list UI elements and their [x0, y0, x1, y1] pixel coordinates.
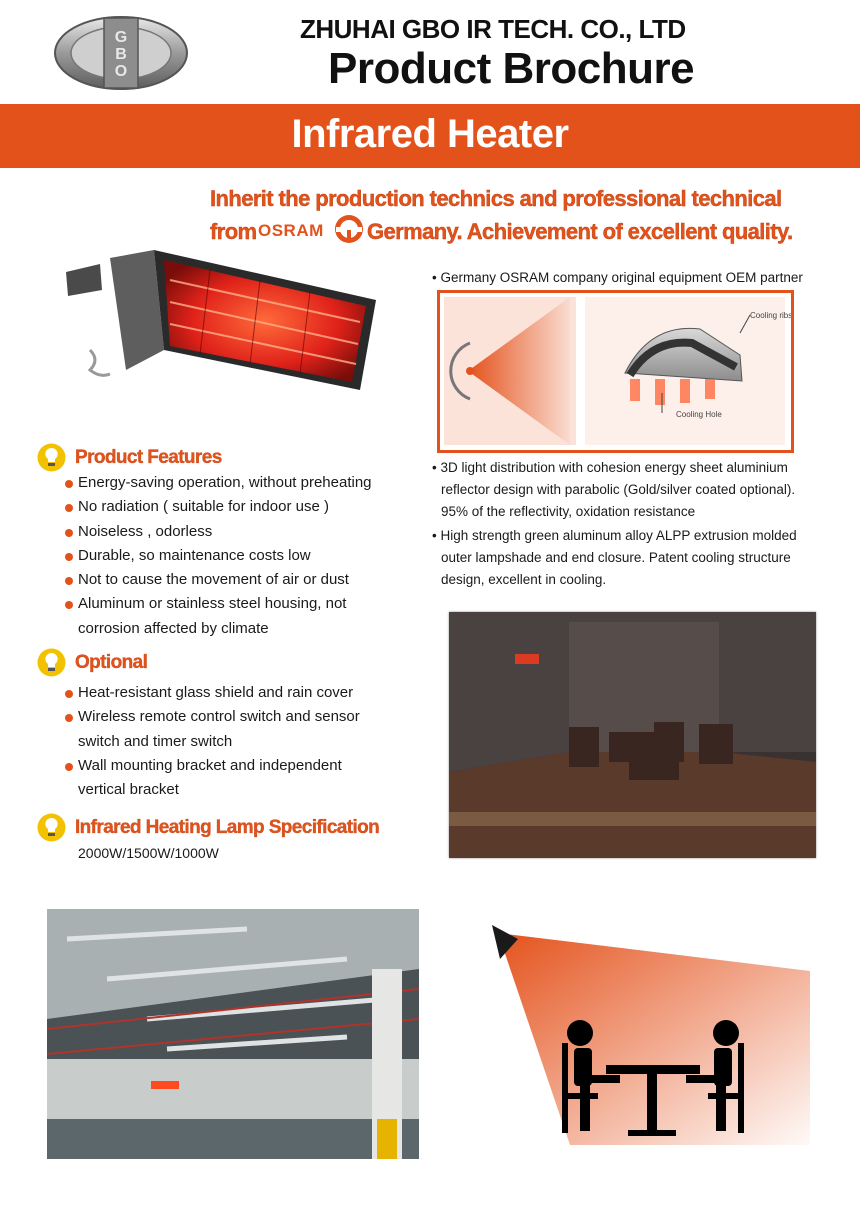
tagline-line2: Germany. Achievement of excellent quality. [367, 219, 793, 244]
lightbulb-icon [37, 813, 66, 842]
list-item-continuation: switch and timer switch [78, 732, 233, 750]
bullet-dot [65, 690, 73, 698]
list-item: Wall mounting bracket and independent [64, 754, 404, 778]
svg-text:G: G [114, 29, 128, 46]
reflector-diagram-graphic [440, 293, 791, 450]
features-list [64, 471, 404, 641]
spec-heading [37, 813, 379, 842]
oem-partner-text: • Germany OSRAM company original equipment OEM partner [432, 270, 803, 285]
bullet-dot [65, 763, 73, 771]
spec-title: Infrared Heating Lamp Specification [75, 816, 380, 838]
features-title: Product Features [75, 446, 222, 468]
light-distribution-diagram [437, 290, 794, 453]
osram-logo-icon [334, 214, 364, 244]
list-item: Noiseless , odorless [64, 520, 404, 544]
room-installation-photo [449, 612, 816, 858]
bullet-dot [65, 714, 73, 722]
factory-installation-photo [47, 909, 419, 1159]
optional-title: Optional [75, 651, 148, 673]
features-heading [37, 443, 222, 472]
heating-area-pictogram [490, 925, 820, 1145]
reflector-description [432, 457, 842, 523]
list-item: Heat-resistant glass shield and rain cover [64, 681, 404, 705]
svg-text:B: B [115, 46, 127, 63]
bullet-dot [65, 601, 73, 609]
gbo-logo [52, 12, 190, 94]
page-title: Product Brochure [328, 44, 695, 93]
list-item: No radiation ( suitable for indoor use ) [64, 495, 404, 519]
bullet-dot [65, 504, 73, 512]
bullet-dot [65, 577, 73, 585]
osram-wordmark: OSRAM [258, 221, 324, 240]
list-item: Energy-saving operation, without preheating [64, 471, 404, 495]
tagline-line1: Inherit the production technics and professional technical [210, 186, 782, 211]
svg-text:O: O [114, 63, 128, 80]
bullet-dot [65, 529, 73, 537]
desc1-line2: reflector design with parabolic (Gold/silver coated optional). [441, 482, 796, 497]
list-item-continuation: vertical bracket [78, 781, 179, 799]
bullet-dot [65, 480, 73, 488]
tagline-from: from [210, 219, 257, 244]
list-item-continuation: corrosion affected by climate [78, 619, 269, 637]
spec-value: 2000W/1500W/1000W [78, 845, 219, 861]
bullet-dot [65, 553, 73, 561]
lightbulb-icon [37, 443, 66, 472]
infrared-heater-image [60, 250, 390, 390]
cooling-hole-label: Cooling Hole [676, 410, 722, 419]
lightbulb-icon [37, 648, 66, 677]
housing-description [432, 525, 842, 591]
cooling-ribs-label: Cooling ribs [750, 311, 791, 320]
desc2-line1: • High strength green aluminum alloy ALPP extrusion molded [432, 528, 797, 543]
company-name: ZHUHAI GBO IR TECH. CO., LTD [300, 14, 686, 44]
list-item: Not to cause the movement of air or dust [64, 568, 404, 592]
list-item: Aluminum or stainless steel housing, not [64, 592, 404, 616]
list-item: Durable, so maintenance costs low [64, 544, 404, 568]
optional-list [64, 681, 404, 802]
desc2-line3: design, excellent in cooling. [441, 572, 607, 587]
desc2-line2: outer lampshade and end closure. Patent cooling structure [441, 550, 791, 565]
banner-title: Infrared Heater [291, 112, 569, 156]
list-item: Wireless remote control switch and sensor [64, 705, 404, 729]
desc1-line3: 95% of the reflectivity, oxidation resistance [441, 504, 696, 519]
desc1-line1: • 3D light distribution with cohesion energy sheet aluminium [432, 460, 788, 475]
optional-heading [37, 648, 147, 677]
